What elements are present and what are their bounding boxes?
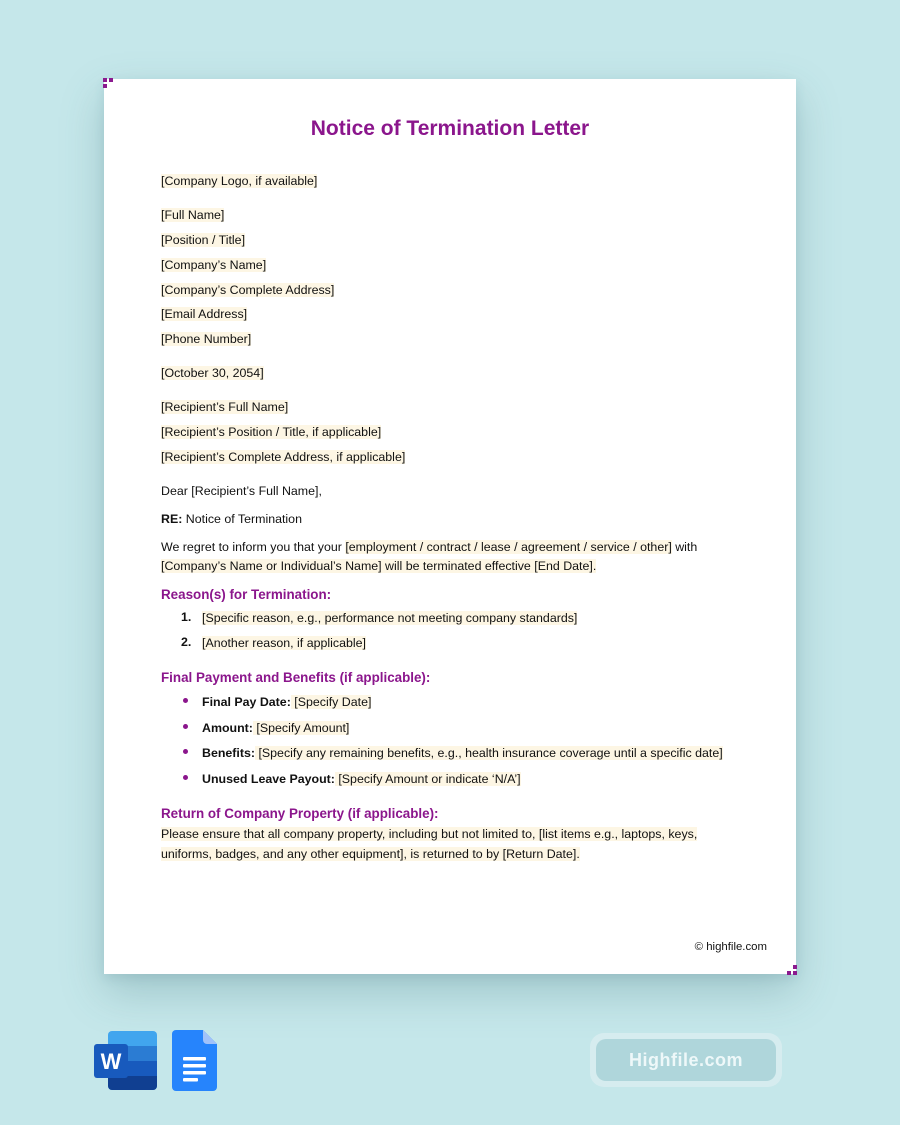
highfile-brand-badge[interactable] (590, 1033, 782, 1087)
re-text: Notice of Termination (185, 512, 302, 526)
reason-number-2: 2. (181, 635, 192, 649)
recipient-position: [Recipient’s Position / Title, if applicable] (161, 425, 382, 439)
sender-company-name: [Company’s Name] (161, 258, 267, 272)
sender-email: [Email Address] (161, 307, 248, 321)
company-logo-placeholder: [Company Logo, if available] (161, 174, 318, 188)
corner-mark-top-left (103, 78, 114, 89)
property-line-1: Please ensure that all company property, including but not limited to, [list items e.g., laptops, keys, (161, 827, 698, 841)
bullet-icon (183, 749, 188, 754)
intro-line-1: We regret to inform you that your [employment / contract / lease / agreement / service / other] with (161, 540, 698, 554)
google-docs-icon[interactable] (172, 1030, 217, 1091)
bullet-icon (183, 698, 188, 703)
letter-date: [October 30, 2054] (161, 366, 264, 380)
recipient-address: [Recipient’s Complete Address, if applicable] (161, 450, 406, 464)
reasons-heading: Reason(s) for Termination: (161, 587, 332, 602)
document-page (104, 79, 796, 974)
copyright-notice: © highfile.com (694, 941, 767, 953)
payment-item-unused-leave: Unused Leave Payout: [Specify Amount or indicate ‘N/A’] (202, 772, 521, 786)
re-line (161, 511, 302, 527)
reason-item-1: [Specific reason, e.g., performance not meeting company standards] (202, 611, 578, 625)
reason-number-1: 1. (181, 610, 192, 624)
reason-item-2: [Another reason, if applicable] (202, 636, 366, 650)
property-line-2: uniforms, badges, and any other equipment], is returned to by [Return Date]. (161, 847, 580, 861)
intro-line-2: [Company’s Name or Individual’s Name] will be terminated effective [End Date]. (161, 559, 597, 573)
document-title: Notice of Termination Letter (310, 117, 590, 140)
corner-mark-bottom-right (786, 964, 797, 975)
property-heading: Return of Company Property (if applicable): (161, 806, 439, 821)
sender-full-name: [Full Name] (161, 208, 225, 222)
recipient-full-name: [Recipient’s Full Name] (161, 400, 289, 414)
sender-position: [Position / Title] (161, 233, 246, 247)
payment-item-amount: Amount: [Specify Amount] (202, 721, 350, 735)
salutation: Dear [Recipient’s Full Name], (161, 484, 322, 498)
microsoft-word-icon[interactable] (94, 1031, 157, 1090)
payment-heading: Final Payment and Benefits (if applicable): (161, 670, 431, 685)
brand-label: Highfile.com (596, 1039, 776, 1081)
bullet-icon (183, 775, 188, 780)
sender-address: [Company’s Complete Address] (161, 283, 335, 297)
bullet-icon (183, 724, 188, 729)
word-icon-letter: W (100, 1049, 122, 1074)
sender-phone: [Phone Number] (161, 332, 252, 346)
re-label: RE: (161, 512, 183, 526)
payment-item-benefits: Benefits: [Specify any remaining benefits, e.g., health insurance coverage until a specific date] (202, 746, 723, 760)
payment-item-final-pay-date: Final Pay Date: [Specify Date] (202, 695, 372, 709)
